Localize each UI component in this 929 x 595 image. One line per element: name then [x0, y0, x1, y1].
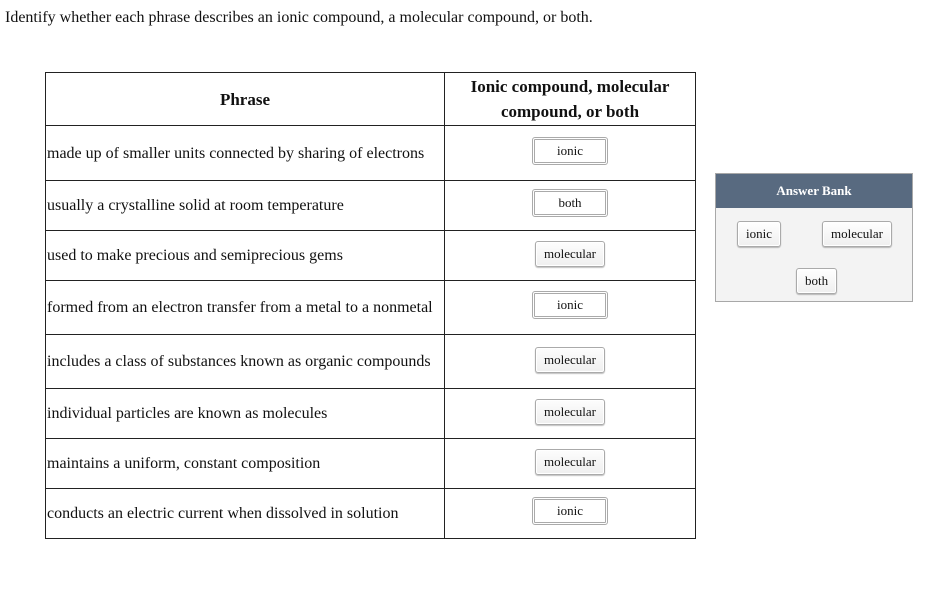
matching-table [45, 72, 696, 539]
drop-slot[interactable]: molecular [535, 399, 605, 425]
table-row [46, 281, 696, 335]
phrase-cell: conducts an electric current when dissolved in solution [46, 489, 445, 539]
phrase-cell: usually a crystalline solid at room temperature [46, 181, 445, 231]
answer-cell [445, 489, 696, 539]
answer-cell [445, 389, 696, 439]
drop-slot[interactable]: ionic [532, 137, 608, 165]
header-answer [445, 73, 696, 126]
drop-slot[interactable]: molecular [535, 449, 605, 475]
phrase-cell: formed from an electron transfer from a metal to a nonmetal [46, 281, 445, 335]
answer-cell [445, 281, 696, 335]
table-row [46, 439, 696, 489]
header-answer-label: Ionic compound, molecular compound, or both [470, 77, 670, 121]
drop-slot[interactable]: molecular [535, 241, 605, 267]
phrase-cell: used to make precious and semiprecious gems [46, 231, 445, 281]
answer-chip-molecular[interactable]: molecular [822, 221, 892, 247]
phrase-cell: includes a class of substances known as organic compounds [46, 335, 445, 389]
instructions-text: Identify whether each phrase describes an ionic compound, a molecular compound, or both. [5, 9, 593, 26]
drop-slot[interactable]: both [532, 189, 608, 217]
table-row [46, 126, 696, 181]
drop-slot[interactable]: molecular [535, 347, 605, 373]
header-phrase: Phrase [46, 73, 445, 126]
table-row [46, 489, 696, 539]
answer-cell [445, 181, 696, 231]
table-row [46, 231, 696, 281]
drop-slot[interactable]: ionic [532, 497, 608, 525]
phrase-cell: maintains a uniform, constant composition [46, 439, 445, 489]
answer-chip-ionic[interactable]: ionic [737, 221, 781, 247]
answer-chip-both[interactable]: both [796, 268, 837, 294]
answer-cell [445, 335, 696, 389]
answer-cell [445, 231, 696, 281]
phrase-cell: made up of smaller units connected by sharing of electrons [46, 126, 445, 181]
table-row [46, 389, 696, 439]
answer-bank [715, 173, 913, 302]
answer-cell [445, 439, 696, 489]
table-row [46, 335, 696, 389]
drop-slot[interactable]: ionic [532, 291, 608, 319]
answer-cell [445, 126, 696, 181]
answer-bank-title: Answer Bank [716, 174, 912, 208]
phrase-cell: individual particles are known as molecules [46, 389, 445, 439]
table-row [46, 181, 696, 231]
